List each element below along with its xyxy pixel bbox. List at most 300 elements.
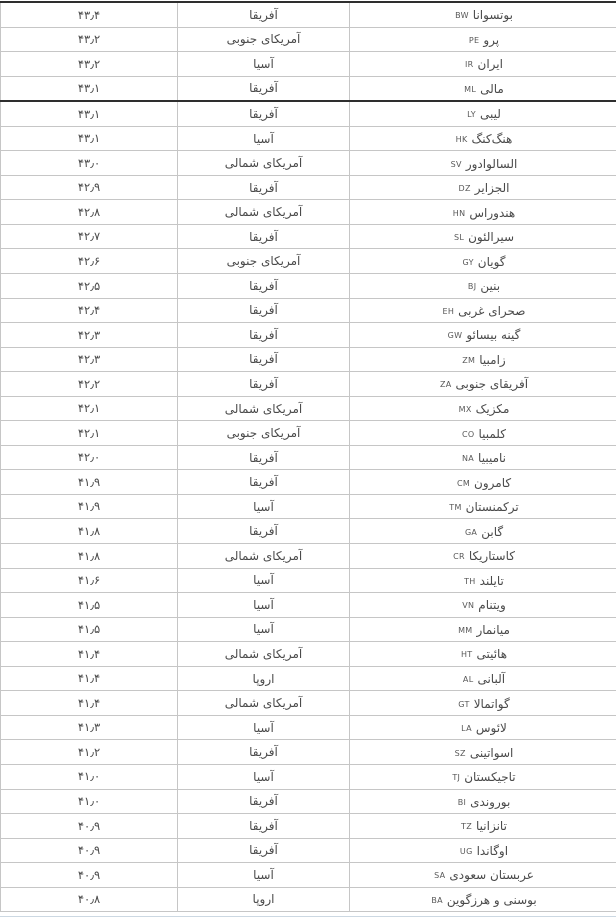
table-row	[1, 347, 616, 372]
country-entry	[455, 747, 514, 759]
value-text: ۴۲٫۲	[77, 376, 101, 391]
country-code: TZ	[461, 822, 473, 832]
value-cell	[1, 814, 178, 839]
value-cell	[1, 298, 178, 323]
continent-cell	[178, 323, 350, 348]
value-cell	[1, 445, 178, 470]
country-entry	[460, 845, 508, 857]
continent-label: آفریقا	[249, 843, 278, 858]
country-entry	[462, 599, 506, 611]
continent-cell	[178, 249, 350, 274]
table-row	[1, 76, 616, 101]
country-cell	[350, 863, 616, 888]
value-text: ۴۲٫۹	[77, 180, 101, 195]
value-text: ۴۲٫۳	[77, 327, 101, 342]
country-name: ترکمنستان	[465, 500, 519, 515]
country-cell	[350, 544, 616, 569]
continent-cell	[178, 52, 350, 77]
country-entry	[434, 869, 534, 881]
country-cell	[350, 715, 616, 740]
table-row	[1, 715, 616, 740]
continent-label: آسیا	[253, 131, 274, 146]
value-text: ۴۳٫۲	[77, 56, 101, 71]
country-cell	[350, 691, 616, 716]
country-entry	[464, 575, 504, 587]
value-cell	[1, 863, 178, 888]
value-text: ۴۲٫۱	[77, 425, 101, 440]
table-row	[1, 814, 616, 839]
country-name: بوسنی و هرزگوین	[446, 892, 537, 907]
continent-label: آسیا	[253, 720, 274, 735]
country-cell	[350, 494, 616, 519]
value-text: ۴۳٫۱	[77, 106, 101, 121]
continent-cell	[178, 396, 350, 421]
value-text: ۴۱٫۹	[77, 474, 101, 489]
country-name: گویان	[477, 254, 506, 269]
continent-cell	[178, 274, 350, 299]
country-name: هنگ‌کنگ	[471, 132, 513, 146]
continent-cell	[178, 347, 350, 372]
country-code: BI	[457, 797, 467, 807]
country-code: DZ	[458, 184, 471, 194]
continent-label: آمریکای جنوبی	[226, 32, 301, 47]
continent-label: اروپا	[252, 892, 275, 907]
value-cell	[1, 617, 178, 642]
value-text: ۴۱٫۶	[77, 573, 101, 588]
country-code: HN	[452, 208, 466, 218]
country-entry	[464, 83, 504, 95]
value-cell	[1, 642, 178, 667]
table-row	[1, 740, 616, 765]
country-code: LY	[467, 110, 476, 120]
country-cell	[350, 789, 616, 814]
table-row	[1, 396, 616, 421]
value-text: ۴۲٫۴	[77, 303, 101, 318]
country-name: تانزانیا	[476, 819, 507, 834]
table-row	[1, 617, 616, 642]
value-cell	[1, 224, 178, 249]
country-cell	[350, 2, 616, 27]
value-text: ۴۳٫۲	[77, 32, 101, 47]
continent-label: آمریکای شمالی	[224, 156, 303, 171]
country-cell	[350, 27, 616, 52]
value-text: ۴۳٫۴	[77, 7, 101, 22]
country-cell	[350, 519, 616, 544]
continent-label: آمریکای شمالی	[224, 646, 303, 661]
value-cell	[1, 323, 178, 348]
table-row	[1, 838, 616, 863]
value-text: ۴۲٫۵	[77, 278, 101, 293]
continent-label: آسیا	[253, 867, 274, 882]
country-code: CO	[461, 429, 475, 439]
continent-label: آفریقا	[249, 180, 278, 195]
country-cell	[350, 740, 616, 765]
value-cell	[1, 52, 178, 77]
value-cell	[1, 27, 178, 52]
country-cell	[350, 76, 616, 101]
value-text: ۴۱٫۰	[77, 769, 101, 784]
value-text: ۴۲٫۷	[77, 229, 101, 244]
table-row	[1, 421, 616, 446]
value-cell	[1, 421, 178, 446]
value-text: ۴۱٫۴	[77, 695, 101, 710]
continent-cell	[178, 421, 350, 446]
country-entry	[465, 58, 503, 70]
country-name: نامیبیا	[478, 451, 506, 466]
country-cell	[350, 814, 616, 839]
value-cell	[1, 200, 178, 225]
country-entry	[463, 673, 505, 685]
country-name: تاجیکستان	[464, 770, 516, 785]
country-name: عربستان سعودی	[449, 868, 534, 883]
continent-cell	[178, 863, 350, 888]
country-code: HT	[460, 650, 473, 660]
value-cell	[1, 519, 178, 544]
continent-label: آفریقا	[249, 106, 278, 121]
country-cell	[350, 666, 616, 691]
continent-label: آفریقا	[249, 327, 278, 342]
country-name: تایلند	[479, 573, 504, 588]
value-cell	[1, 789, 178, 814]
value-text: ۴۱٫۴	[77, 646, 101, 661]
country-name: سیرالئون	[468, 230, 515, 245]
country-code: GW	[447, 331, 463, 341]
table-row	[1, 544, 616, 569]
country-cell	[350, 887, 616, 912]
country-entry	[459, 403, 510, 415]
continent-cell	[178, 764, 350, 789]
country-entry	[456, 133, 513, 145]
continent-label: آمریکای جنوبی	[226, 426, 301, 441]
continent-label: آفریقا	[249, 745, 278, 760]
continent-label: آفریقا	[249, 450, 278, 465]
table-row	[1, 691, 616, 716]
value-cell	[1, 715, 178, 740]
continent-label: آمریکای شمالی	[224, 548, 303, 563]
country-entry	[462, 452, 506, 464]
country-name: لائوس	[475, 721, 507, 736]
continent-label: آسیا	[253, 769, 274, 784]
table-row	[1, 494, 616, 519]
continent-label: آفریقا	[249, 229, 278, 244]
country-cell	[350, 617, 616, 642]
country-name: لیبی	[479, 107, 501, 122]
table-row	[1, 249, 616, 274]
continent-label: آفریقا	[249, 376, 278, 391]
country-code: MX	[458, 405, 472, 415]
continent-cell	[178, 691, 350, 716]
country-code: ML	[464, 84, 477, 94]
country-name: پرو	[483, 32, 500, 47]
country-name: آلبانی	[477, 672, 506, 687]
country-name: بنین	[480, 279, 501, 294]
continent-cell	[178, 372, 350, 397]
continent-cell	[178, 494, 350, 519]
continent-label: آسیا	[253, 622, 274, 637]
value-cell	[1, 396, 178, 421]
country-code: IR	[465, 60, 474, 70]
country-cell	[350, 396, 616, 421]
country-code: CR	[453, 552, 465, 562]
table-row	[1, 887, 616, 912]
country-name: ایران	[477, 57, 503, 72]
value-text: ۴۱٫۸	[77, 548, 101, 563]
country-entry	[453, 550, 515, 562]
country-entry	[431, 894, 536, 906]
country-cell	[350, 249, 616, 274]
country-cell	[350, 224, 616, 249]
continent-cell	[178, 519, 350, 544]
country-name: اوگاندا	[476, 843, 509, 858]
value-cell	[1, 470, 178, 495]
value-text: ۴۰٫۹	[77, 843, 101, 858]
value-text: ۴۳٫۰	[77, 155, 101, 170]
value-cell	[1, 175, 178, 200]
country-code: EH	[442, 306, 455, 316]
table-row	[1, 642, 616, 667]
country-entry	[465, 526, 503, 538]
country-cell	[350, 593, 616, 618]
continent-label: آفریقا	[249, 7, 278, 22]
continent-label: آسیا	[253, 499, 274, 514]
table-row	[1, 863, 616, 888]
country-code: NA	[461, 454, 475, 464]
country-code: GT	[458, 699, 470, 709]
value-text: ۴۰٫۹	[77, 867, 101, 882]
country-code: ZM	[462, 355, 476, 365]
continent-cell	[178, 445, 350, 470]
country-code: GA	[464, 527, 478, 537]
value-cell	[1, 568, 178, 593]
table-row	[1, 101, 616, 126]
country-cell	[350, 347, 616, 372]
country-code: UG	[459, 846, 473, 856]
country-entry	[454, 231, 514, 243]
country-name: بوروندی	[470, 794, 511, 809]
country-code: TJ	[452, 773, 461, 783]
continent-cell	[178, 126, 350, 151]
country-name: مالی	[480, 81, 504, 96]
continent-cell	[178, 298, 350, 323]
value-cell	[1, 740, 178, 765]
continent-cell	[178, 740, 350, 765]
country-code: SV	[450, 159, 462, 169]
value-text: ۴۲٫۶	[77, 253, 101, 268]
continent-cell	[178, 814, 350, 839]
continent-label: آفریقا	[249, 524, 278, 539]
continent-label: آفریقا	[249, 81, 278, 96]
table-row	[1, 764, 616, 789]
country-code: ZA	[439, 380, 452, 390]
continent-cell	[178, 617, 350, 642]
value-text: ۴۰٫۸	[77, 892, 101, 907]
country-cell	[350, 274, 616, 299]
country-code: SL	[453, 233, 465, 243]
continent-label: آسیا	[253, 56, 274, 71]
country-name: الجزایر	[474, 181, 510, 196]
table-row	[1, 224, 616, 249]
country-code: BW	[455, 11, 469, 21]
value-cell	[1, 151, 178, 176]
continent-cell	[178, 593, 350, 618]
country-cell	[350, 470, 616, 495]
continent-cell	[178, 568, 350, 593]
country-entry	[449, 501, 518, 513]
country-name: بوتسوانا	[472, 8, 513, 23]
value-cell	[1, 666, 178, 691]
continent-cell	[178, 76, 350, 101]
country-name: هندوراس	[469, 205, 516, 220]
table-row	[1, 126, 616, 151]
value-cell	[1, 249, 178, 274]
continent-label: آمریکای جنوبی	[226, 254, 301, 269]
value-cell	[1, 838, 178, 863]
continent-label: آمریکای شمالی	[224, 205, 303, 220]
country-entry	[469, 34, 499, 46]
table-row	[1, 151, 616, 176]
continent-label: آسیا	[253, 573, 274, 588]
country-code: TM	[449, 503, 462, 513]
country-code: BA	[431, 895, 443, 905]
country-name: گینه بیسائو	[466, 328, 521, 343]
continent-cell	[178, 175, 350, 200]
table-row	[1, 470, 616, 495]
value-cell	[1, 691, 178, 716]
continent-label: آسیا	[253, 597, 274, 612]
country-code: AL	[462, 675, 474, 685]
country-name: گابن	[481, 524, 504, 539]
country-entry	[462, 256, 505, 268]
value-cell	[1, 764, 178, 789]
value-cell	[1, 76, 178, 101]
continent-cell	[178, 27, 350, 52]
value-text: ۴۲٫۱	[77, 401, 101, 416]
value-cell	[1, 372, 178, 397]
country-name: آفریقای جنوبی	[455, 377, 529, 392]
continent-cell	[178, 642, 350, 667]
country-code: VN	[462, 601, 475, 611]
table-row	[1, 27, 616, 52]
value-text: ۴۰٫۹	[77, 818, 101, 833]
value-cell	[1, 494, 178, 519]
table-row	[1, 666, 616, 691]
country-code: LA	[461, 724, 472, 734]
table-row	[1, 298, 616, 323]
country-name: مکزیک	[475, 402, 510, 417]
country-name: کامرون	[474, 475, 512, 490]
value-cell	[1, 101, 178, 126]
country-cell	[350, 642, 616, 667]
country-name: کاستاریکا	[468, 549, 515, 564]
country-entry	[458, 796, 511, 808]
value-text: ۴۲٫۸	[77, 204, 101, 219]
country-name: میانمار	[476, 622, 510, 637]
continent-label: آفریقا	[249, 475, 278, 490]
continent-cell	[178, 101, 350, 126]
value-cell	[1, 887, 178, 912]
value-text: ۴۲٫۳	[77, 352, 101, 367]
table-row	[1, 372, 616, 397]
country-entry	[461, 648, 507, 660]
value-text: ۴۱٫۸	[77, 524, 101, 538]
country-entry	[451, 158, 518, 170]
value-cell	[1, 2, 178, 27]
table-row	[1, 568, 616, 593]
country-cell	[350, 838, 616, 863]
value-text: ۴۱٫۴	[77, 671, 101, 686]
country-cell	[350, 101, 616, 126]
country-name: صحرای غربی	[458, 303, 526, 318]
continent-cell	[178, 224, 350, 249]
table-row	[1, 175, 616, 200]
country-entry	[459, 182, 510, 194]
table-row	[1, 323, 616, 348]
country-code: TH	[464, 576, 476, 586]
continent-label: آفریقا	[249, 278, 278, 293]
value-text: ۴۳٫۱	[77, 131, 101, 146]
country-code: SZ	[454, 748, 466, 758]
country-entry	[461, 722, 507, 734]
value-text: ۴۱٫۰	[77, 794, 101, 809]
country-code: SA	[434, 871, 446, 881]
value-text: ۴۲٫۰	[77, 450, 101, 465]
country-code: HK	[455, 135, 468, 144]
value-text: ۴۱٫۲	[77, 744, 101, 759]
table-row	[1, 593, 616, 618]
continent-cell	[178, 200, 350, 225]
country-cell	[350, 151, 616, 176]
value-text: ۴۱٫۵	[77, 622, 101, 637]
value-text: ۴۳٫۱	[77, 81, 101, 96]
continent-cell	[178, 715, 350, 740]
country-cell	[350, 126, 616, 151]
country-name: گواتمالا	[473, 696, 510, 711]
continent-cell	[178, 2, 350, 27]
country-name: اسواتینی	[469, 745, 514, 760]
country-cell	[350, 764, 616, 789]
continent-cell	[178, 838, 350, 863]
table-row	[1, 274, 616, 299]
country-cell	[350, 175, 616, 200]
country-code: BJ	[467, 282, 477, 292]
table-row	[1, 2, 616, 27]
country-cell	[350, 445, 616, 470]
value-cell	[1, 126, 178, 151]
value-cell	[1, 347, 178, 372]
country-code: MM	[458, 625, 473, 635]
table-row	[1, 200, 616, 225]
country-entry	[448, 329, 521, 341]
country-entry	[461, 820, 507, 832]
value-cell	[1, 544, 178, 569]
continent-label: آفریقا	[249, 352, 278, 367]
country-cell	[350, 298, 616, 323]
country-cell	[350, 200, 616, 225]
table-body	[1, 2, 616, 912]
continent-cell	[178, 151, 350, 176]
value-cell	[1, 274, 178, 299]
continent-label: اروپا	[252, 671, 275, 686]
country-cell	[350, 372, 616, 397]
country-cell	[350, 568, 616, 593]
country-name: زامبیا	[479, 352, 506, 367]
value-text: ۴۱٫۵	[77, 597, 101, 612]
value-text: ۴۱٫۳	[77, 720, 101, 735]
country-code: GY	[462, 257, 474, 267]
country-cell	[350, 421, 616, 446]
value-cell	[1, 593, 178, 618]
country-code: PE	[468, 35, 480, 45]
